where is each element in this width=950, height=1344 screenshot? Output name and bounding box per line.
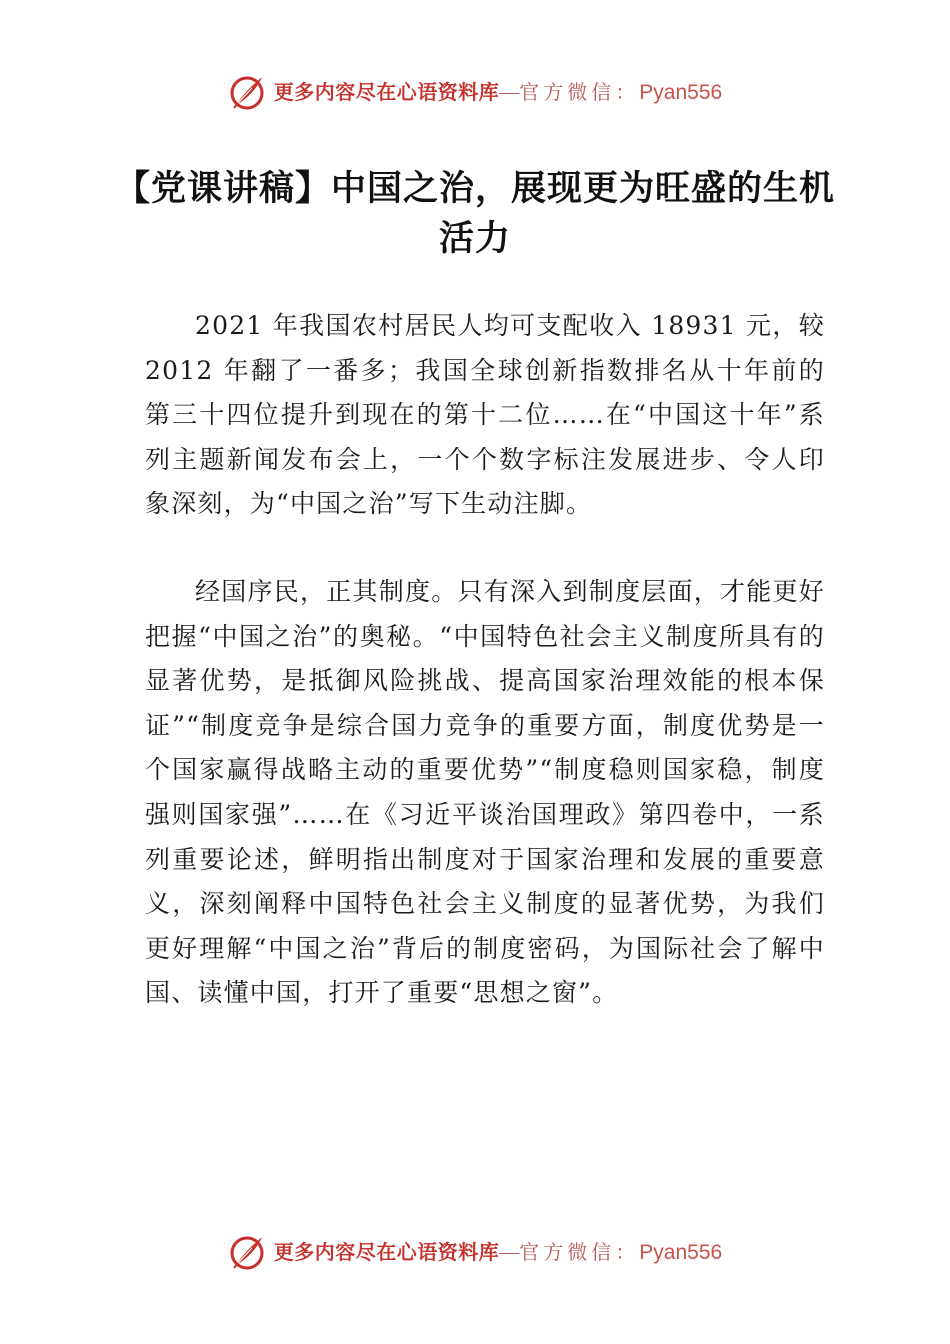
banner-wechat-label: 官方微信： [519, 80, 640, 104]
banner-wechat-id: Pyan556 [639, 80, 723, 104]
banner-dash: — [499, 81, 520, 103]
quill-pen-logo-icon [228, 1232, 268, 1272]
quill-pen-logo-icon [228, 72, 268, 112]
banner-wechat-label: 官方微信： [519, 1240, 640, 1264]
document-title: 【党课讲稿】中国之治，展现更为旺盛的生机活力 [114, 169, 835, 259]
banner-wechat-id: Pyan556 [639, 1240, 723, 1264]
banner-dash: — [499, 1241, 520, 1263]
paragraph-1: 2021 年我国农村居民人均可支配收入 18931 元，较 2012 年翻了一番多；我国全球创新指数排名从十年前的第三十四位提升到现在的第十二位……在“中国这十年”系列主题新闻发布会上，一个个数字标注发展进步、令人印象深刻，为“中国之治”写下生动注脚。 [145, 311, 825, 519]
paragraph-2: 经国序民，正其制度。只有深入到制度层面，才能更好把握“中国之治”的奥秘。“中国特色社会主义制度所具有的显著优势，是抵御风险挑战、提高国家治理效能的根本保证”“制度竞争是综合国力竞争的重要方面，制度优势是一个国家赢得战略主动的重要优势”“制度稳则国家稳，制度强则国家强”……在《习近平谈治国理政》第四卷中，一系列重要论述，鲜明指出制度对于国家治理和发展的重要意义，深刻阐释中国特色社会主义制度的显著优势，为我们更好理解“中国之治”背后的制度密码，为国际社会了解中国、读懂中国，打开了重要“思想之窗”。 [145, 577, 825, 1008]
footer-banner [0, 1230, 950, 1274]
banner-main-text: 更多内容尽在心语资料库 [273, 80, 500, 104]
header-banner [0, 70, 950, 114]
banner-main-text: 更多内容尽在心语资料库 [273, 1240, 500, 1264]
